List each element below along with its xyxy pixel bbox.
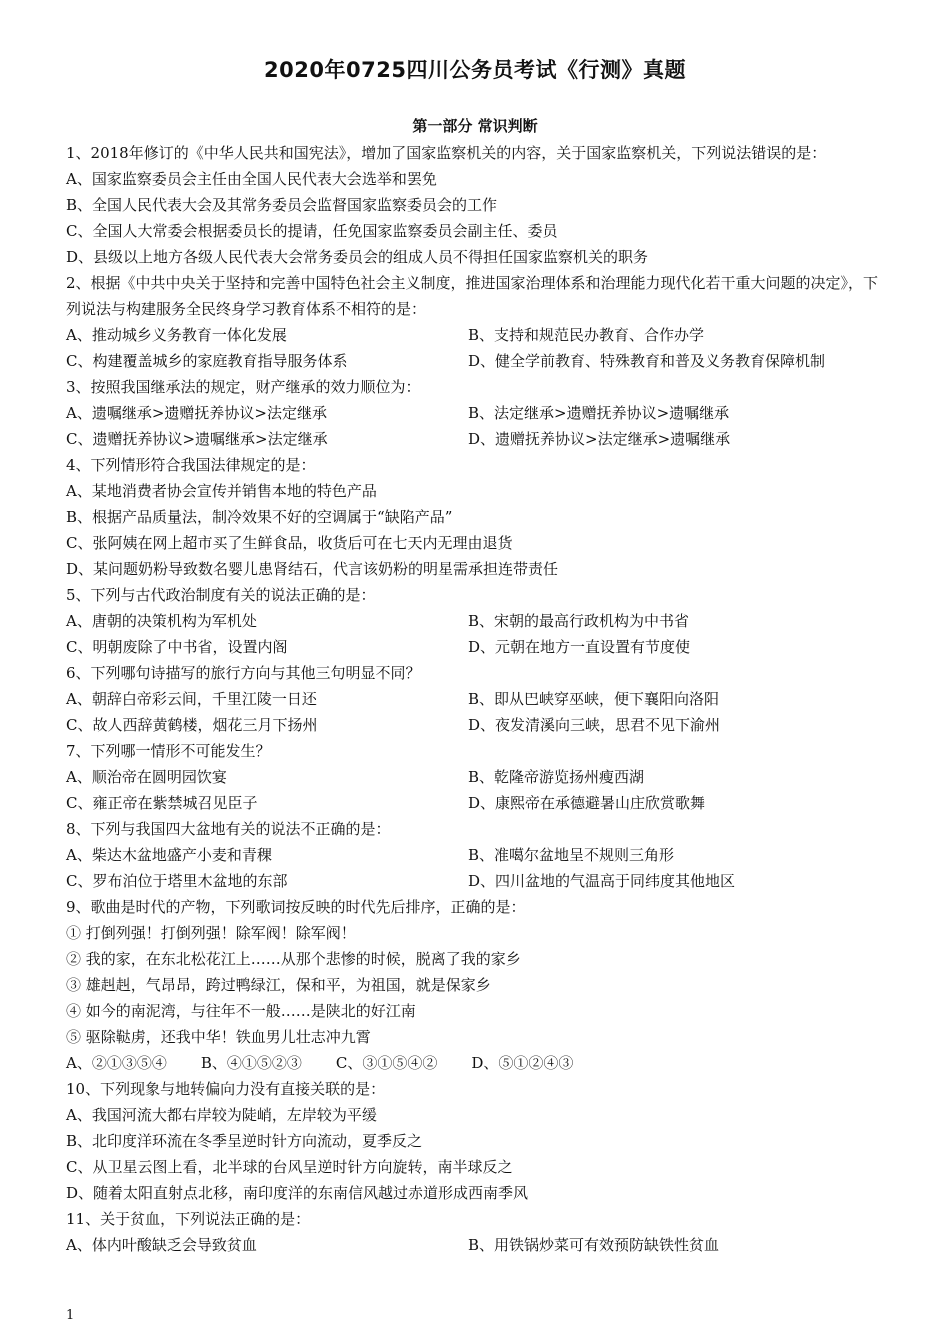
page-title: 2020年0725四川公务员考试《行测》真题 [264,58,686,82]
question-9-option-d: D、⑤①②④③ [471,1054,574,1072]
question-10-stem: 10、下列现象与地转偏向力没有直接关联的是： [66,1080,386,1098]
question-9-item-5: ⑤ 驱除鞑虏，还我中华！铁血男儿壮志冲九霄 [66,1028,371,1046]
question-8-option-d: D、四川盆地的气温高于同纬度其他地区 [468,872,736,890]
section-title: 第一部分 常识判断 [412,117,538,135]
question-6-option-c: C、故人西辞黄鹤楼，烟花三月下扬州 [66,716,318,734]
question-5-option-d: D、元朝在地方一直设置有节度使 [468,638,691,656]
question-7-option-d: D、康熙帝在承德避暑山庄欣赏歌舞 [468,794,706,812]
question-3-option-a: A、遗嘱继承>遗赠抚养协议>法定继承 [66,404,327,422]
question-9-item-2: ② 我的家，在东北松花江上……从那个悲惨的时候，脱离了我的家乡 [66,950,521,968]
question-4-option-b: B、根据产品质量法，制冷效果不好的空调属于“缺陷产品” [66,508,453,526]
question-3-options-row-1 [66,400,888,426]
question-9-item-3: ③ 雄赳赳，气昂昂，跨过鸭绿江，保和平，为祖国，就是保家乡 [66,976,491,994]
question-10-option-d: D、随着太阳直射点北移，南印度洋的东南信风越过赤道形成西南季风 [66,1184,529,1202]
question-1-option-a: A、国家监察委员会主任由全国人民代表大会选举和罢免 [66,170,437,188]
question-5-option-b: B、宋朝的最高行政机构为中书省 [468,612,690,630]
question-1-stem: 1、2018年修订的《中华人民共和国宪法》，增加了国家监察机关的内容，关于国家监察机关，下列说法错误的是： [66,144,827,162]
question-9-item-1: ① 打倒列强！打倒列强！除军阀！除军阀！ [66,924,356,942]
question-8-option-a: A、柴达木盆地盛产小麦和青稞 [66,846,272,864]
question-5-option-c: C、明朝废除了中书省，设置内阁 [66,638,288,656]
question-11-stem: 11、关于贫血，下列说法正确的是： [66,1210,311,1228]
question-6-option-d: D、夜发清溪向三峡，思君不见下渝州 [468,716,721,734]
question-7-options-row-2 [66,790,888,816]
question-2-stem: 2、根据《中共中央关于坚持和完善中国特色社会主义制度，推进国家治理体系和治理能力现代化若干重大问题的决定》，下列说法与构建服务全民终身学习教育体系不相符的是： [66,274,879,318]
question-3-stem: 3、按照我国继承法的规定，财产继承的效力顺位为： [66,378,421,396]
question-11-options-row-1 [66,1232,888,1258]
question-8-option-c: C、罗布泊位于塔里木盆地的东部 [66,872,288,890]
question-4-option-c: C、张阿姨在网上超市买了生鲜食品，收货后可在七天内无理由退货 [66,534,513,552]
question-3-options-row-2 [66,426,888,452]
question-3-option-d: D、遗赠抚养协议>法定继承>遗嘱继承 [468,430,731,448]
question-5-stem: 5、下列与古代政治制度有关的说法正确的是： [66,586,376,604]
question-7-option-c: C、雍正帝在紫禁城召见臣子 [66,794,258,812]
question-5-option-a: A、唐朝的决策机构为军机处 [66,612,257,630]
question-7-option-a: A、顺治帝在圆明园饮宴 [66,768,227,786]
question-9-option-a: A、②①③⑤④ [66,1054,167,1072]
question-9-option-c: C、③①⑤④② [335,1054,438,1072]
question-9-item-4: ④ 如今的南泥湾，与往年不一般……是陕北的好江南 [66,1002,416,1020]
document-body [66,140,888,1258]
question-10-option-b: B、北印度洋环流在冬季呈逆时针方向流动，夏季反之 [66,1132,423,1150]
question-6-options-row-1 [66,686,888,712]
question-10-option-a: A、我国河流大都右岸较为陡峭，左岸较为平缓 [66,1106,377,1124]
question-7-option-b: B、乾隆帝游览扬州瘦西湖 [468,768,645,786]
question-5-options-row-1 [66,608,888,634]
question-8-option-b: B、准噶尔盆地呈不规则三角形 [468,846,675,864]
question-2-option-a: A、推动城乡义务教育一体化发展 [66,326,287,344]
question-7-options-row-1 [66,764,888,790]
question-2-option-b: B、支持和规范民办教育、合作办学 [468,326,705,344]
question-7-stem: 7、下列哪一情形不可能发生？ [66,742,271,760]
question-9-stem: 9、歌曲是时代的产物，下列歌词按反映的时代先后排序，正确的是： [66,898,526,916]
question-10-option-c: C、从卫星云图上看，北半球的台风呈逆时针方向旋转，南半球反之 [66,1158,513,1176]
page-number: 1 [66,1308,75,1323]
question-1-option-c: C、全国人大常委会根据委员长的提请，任免国家监察委员会副主任、委员 [66,222,558,240]
question-8-options-row-2 [66,868,888,894]
question-9-option-b: B、④①⑤②③ [200,1054,302,1072]
question-3-option-b: B、法定继承>遗赠抚养协议>遗嘱继承 [468,404,730,422]
question-6-stem: 6、下列哪句诗描写的旅行方向与其他三句明显不同？ [66,664,421,682]
question-11-option-b: B、用铁锅炒菜可有效预防缺铁性贫血 [468,1236,720,1254]
question-4-stem: 4、下列情形符合我国法律规定的是： [66,456,316,474]
question-2-option-c: C、构建覆盖城乡的家庭教育指导服务体系 [66,352,348,370]
question-5-options-row-2 [66,634,888,660]
question-1-option-b: B、全国人民代表大会及其常务委员会监督国家监察委员会的工作 [66,196,498,214]
question-8-stem: 8、下列与我国四大盆地有关的说法不正确的是： [66,820,391,838]
question-3-option-c: C、遗赠抚养协议>遗嘱继承>法定继承 [66,430,328,448]
question-9-options-row [66,1050,888,1076]
question-1-option-d: D、县级以上地方各级人民代表大会常务委员会的组成人员不得担任国家监察机关的职务 [66,248,649,266]
question-11-option-a: A、体内叶酸缺乏会导致贫血 [66,1236,257,1254]
question-2-options-row-2 [66,348,888,374]
question-6-option-b: B、即从巴峡穿巫峡，便下襄阳向洛阳 [468,690,720,708]
question-6-option-a: A、朝辞白帝彩云间，千里江陵一日还 [66,690,317,708]
question-8-options-row-1 [66,842,888,868]
question-2-options-row-1 [66,322,888,348]
question-4-option-d: D、某问题奶粉导致数名婴儿患肾结石，代言该奶粉的明星需承担连带责任 [66,560,559,578]
question-4-option-a: A、某地消费者协会宣传并销售本地的特色产品 [66,482,377,500]
question-2-option-d: D、健全学前教育、特殊教育和普及义务教育保障机制 [468,352,826,370]
question-6-options-row-2 [66,712,888,738]
